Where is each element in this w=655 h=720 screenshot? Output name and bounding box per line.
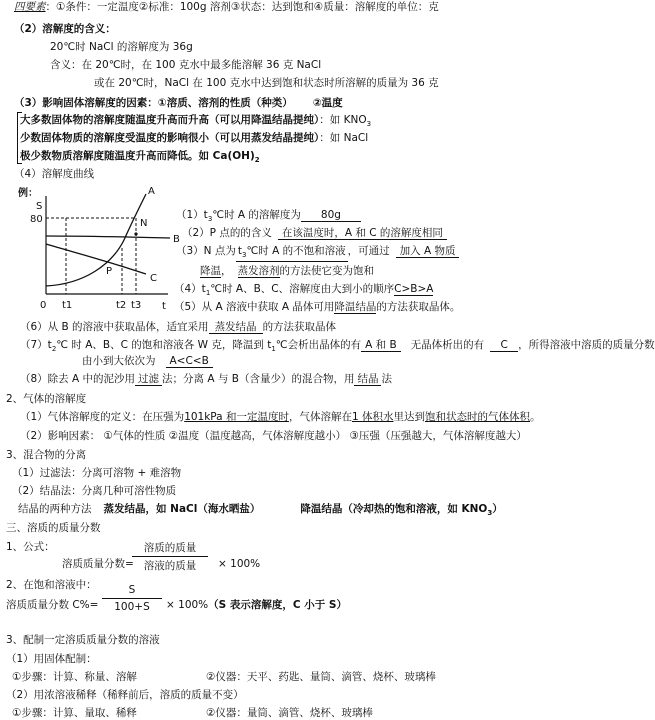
formula-1-num: 溶质的质量	[143, 542, 197, 554]
factor-few-bold: 少数固体物质的溶解度受温度的影响很小（可以用蒸发结晶提纯）	[20, 132, 320, 144]
q8-mid: 法；分离 A 与 B（含量少）的混合物，用	[162, 373, 355, 385]
heading-meaning: （2）溶解度的含义：	[14, 23, 116, 35]
heading-gas: 2、气体的溶解度	[6, 393, 87, 405]
q8-answer-2: 结晶	[354, 373, 381, 386]
formula-1-bar	[132, 556, 208, 557]
g1-mid: ，气体溶解在	[288, 411, 352, 423]
q6-pre: （6）从 B 的溶液中获取晶体，适宜采用	[20, 321, 209, 333]
q1-pre: （1）t	[176, 209, 208, 221]
q7-mid2: ℃会析出晶体的有	[275, 339, 362, 351]
q3-ans1-b: ℃时 A 的不饱和溶液	[246, 245, 346, 257]
series-a-curve	[46, 194, 146, 286]
q6-post: 的方法获取晶体	[262, 321, 337, 333]
y-tick-80: 80	[30, 214, 43, 225]
g1-post: 。	[529, 411, 541, 423]
q7-mid1: ℃ 时 A、B、C 的饱和溶液各 W 克，降温到 t	[56, 339, 272, 351]
q1-answer: 80g	[301, 209, 361, 222]
sep-crystal: （2）结晶法：分离几种可溶性物质	[12, 485, 177, 497]
prepare-dilute: （2）用浓溶液稀释（稀释前后，溶质的质量不变）	[6, 689, 244, 701]
q3-sep: ，	[221, 265, 232, 277]
q6-answer: 蒸发结晶	[209, 321, 263, 334]
q4-answer: C>B>A	[394, 283, 434, 295]
q3	[176, 244, 459, 262]
g1-u1: 101kPa 和一定温度时	[184, 411, 289, 423]
q3-answer-1	[236, 245, 348, 262]
q5-post: 的方法获取晶体。	[376, 301, 461, 313]
factor-few	[20, 131, 368, 145]
m3-cool-text: 降温结晶（冷却热的饱和溶液，如 KNO	[300, 503, 488, 515]
y-axis-label: S	[36, 201, 43, 212]
label-four-elements: 四要素	[14, 1, 46, 13]
formula-2-den: 100+S	[114, 601, 150, 613]
q3b	[200, 264, 374, 278]
heading-separation: 3、混合物的分离	[6, 449, 87, 461]
factors-b: ②温度	[312, 97, 343, 109]
factor-most-rest: ：如 KNO	[319, 114, 367, 126]
q4-mid: ℃时 A、B、C、溶解度由大到小的顺序	[210, 283, 395, 295]
solubility-curve-chart	[0, 182, 180, 317]
g1-pre: （1）气体溶解度的定义：在压强为	[20, 411, 185, 423]
prepare-dilute-steps: ①步骤：计算、量取、稀释	[12, 707, 137, 719]
m3-end: ）	[492, 503, 503, 515]
q7-mid3: 无晶体析出的有	[410, 339, 485, 351]
q2	[182, 226, 447, 240]
q1-mid: ℃时 A 的溶解度为	[212, 209, 301, 221]
formula-2-note: （S 表示溶解度，C 小于 S）	[208, 599, 347, 611]
q3-pre: （3）N 点为	[176, 245, 236, 257]
q1-sub: 3	[207, 215, 213, 224]
series-b-label: B	[173, 234, 180, 245]
heading-prepare: 3、配制一定溶质质量分数的溶液	[6, 634, 160, 646]
q3-sub: 3	[242, 251, 247, 260]
formula-2-num: S	[128, 584, 136, 596]
factor-rare-text: 极少数物质溶解度随温度升高而降低。如 Ca(OH)	[20, 150, 255, 162]
q7b-answer: A<C<B	[166, 355, 213, 368]
g1-u2: 1 体积水	[351, 411, 394, 423]
series-b-curve	[46, 236, 170, 238]
factor-rare	[20, 149, 260, 167]
factor-most-bold: 大多数固体物的溶解度随温度升高而升高（可以用降温结晶提纯）	[20, 114, 320, 126]
gas-factors: （2）影响因素： ①气体的性质 ②温度（温度越高，气体溶解度越小） ③压强（压强越大，气体溶解度越大）	[20, 430, 527, 442]
prepare-solid-tools: ②仪器：天平、药匙、量筒、滴管、烧杯、玻璃棒	[206, 671, 436, 683]
formula-2-bar	[102, 598, 162, 599]
prepare-solid-steps: ①步骤：计算、称量、溶解	[12, 671, 137, 683]
series-a-label: A	[148, 186, 155, 197]
factors-a: （3）影响固体溶解度的因素：①溶质、溶剂的性质（种类）	[14, 97, 293, 109]
q7-answer-2: C	[490, 339, 518, 352]
point-n	[134, 232, 137, 235]
q8-post: 法	[381, 373, 392, 385]
meaning-line-1: 含义：在 20℃时，在 100 克水中最多能溶解 36 克 NaCl	[50, 59, 322, 71]
q7b-pre: 由小到大依次为	[82, 355, 156, 367]
q6	[20, 320, 336, 334]
q4-sub: 1	[205, 289, 211, 298]
series-c-curve	[46, 244, 146, 274]
q3-answer-4: 蒸发溶剂	[237, 265, 280, 277]
formula-2-post	[166, 598, 347, 612]
m3-evap: 蒸发结晶，如 NaCl（海水晒盐）	[103, 503, 261, 515]
m3-pre: 结晶的两种方法	[18, 503, 92, 515]
heading-factors	[14, 96, 343, 110]
q7b	[82, 354, 213, 368]
x-axis-label: t	[162, 301, 166, 312]
m3-cool	[300, 503, 503, 518]
q7-answer-1: A 和 B	[361, 339, 401, 352]
point-n-label: N	[140, 218, 148, 229]
formula-2-times: × 100%	[166, 599, 209, 611]
sep-two-methods	[18, 502, 503, 520]
formula-1-den: 溶液的质量	[143, 560, 197, 572]
g1-mid2: 里达到	[393, 411, 425, 423]
formula-1-fraction	[132, 540, 208, 573]
formula-heading: 1、公式：	[6, 541, 55, 553]
formula-1-label: 溶质质量分数=	[62, 558, 134, 570]
point-p-label: P	[106, 266, 113, 277]
x-tick-t2: t2	[116, 300, 127, 311]
q3-answer-3: 降温	[200, 265, 221, 277]
kno3-sub: 3	[366, 120, 372, 129]
q4-pre: （4）t	[174, 283, 206, 295]
gas-definition	[20, 410, 540, 424]
formula-2-label: 溶质质量分数 C%=	[6, 599, 99, 611]
q7-sub2: 2	[51, 345, 57, 354]
series-c-label: C	[150, 273, 157, 284]
q7-sub1: 1	[271, 345, 276, 354]
q5-answer: 降温结晶	[334, 301, 377, 313]
q3-ans1-t: t	[237, 245, 242, 257]
q5-pre: （5）从 A 溶液中获取 A 晶体可用	[174, 301, 335, 313]
q3-answer-2: 加入 A 物质	[396, 245, 460, 258]
meaning-line-2: 或在 20℃时，NaCl 在 100 克水中达到饱和状态时所溶解的质量为 36 克	[94, 77, 439, 89]
q2-answer: 在该温度时，A 和 C 的溶解度相同	[278, 227, 447, 240]
formula-1-post: × 100%	[218, 558, 261, 570]
four-elements-text: ：①条件：一定温度②标准：100g 溶剂③状态：达到饱和④质量：溶解度的单位：克	[45, 1, 439, 13]
chart-title: 例：	[18, 188, 38, 199]
q7-pre: （7）t	[20, 339, 52, 351]
x-tick-t1: t1	[62, 300, 73, 311]
q8	[20, 372, 392, 386]
m3-sub: 3	[487, 509, 493, 518]
saturated-heading: 2、在饱和溶液中：	[6, 579, 97, 591]
prepare-solid: （1）用固体配制：	[6, 653, 97, 665]
q3-post: 的方法使它变为饱和	[279, 265, 374, 277]
q1	[176, 208, 361, 226]
heading-mass-fraction: 三、溶质的质量分数	[6, 522, 101, 534]
heading-curve: （4）溶解度曲线	[14, 168, 95, 180]
sep-filter: （1）过滤法：分离可溶物 + 难溶物	[12, 467, 182, 479]
g1-u3: 饱和状态时的气体体积	[424, 411, 530, 423]
x-tick-t3: t3	[131, 300, 142, 311]
origin-label: 0	[40, 300, 47, 311]
caoh2-sub: 2	[254, 156, 260, 165]
q4	[174, 282, 433, 300]
q5	[174, 300, 460, 314]
nacl-solubility: 20℃时 NaCl 的溶解度为 36g	[50, 41, 193, 53]
q8-pre: （8）除去 A 中的泥沙用	[20, 373, 136, 385]
q3-mid: ，可通过	[347, 245, 390, 257]
formula-2-fraction	[102, 584, 162, 613]
factor-few-rest: ：如 NaCl	[319, 132, 369, 144]
factor-most	[20, 113, 371, 131]
prepare-dilute-tools: ②仪器：量筒、滴管、烧杯、玻璃棒	[206, 707, 373, 719]
q8-answer-1: 过滤	[135, 373, 162, 386]
q7-post: ，所得溶液中溶质的质量分数	[518, 339, 655, 351]
q2-pre: （2）P 点的的含义	[182, 227, 272, 239]
line-four-elements	[14, 0, 439, 14]
